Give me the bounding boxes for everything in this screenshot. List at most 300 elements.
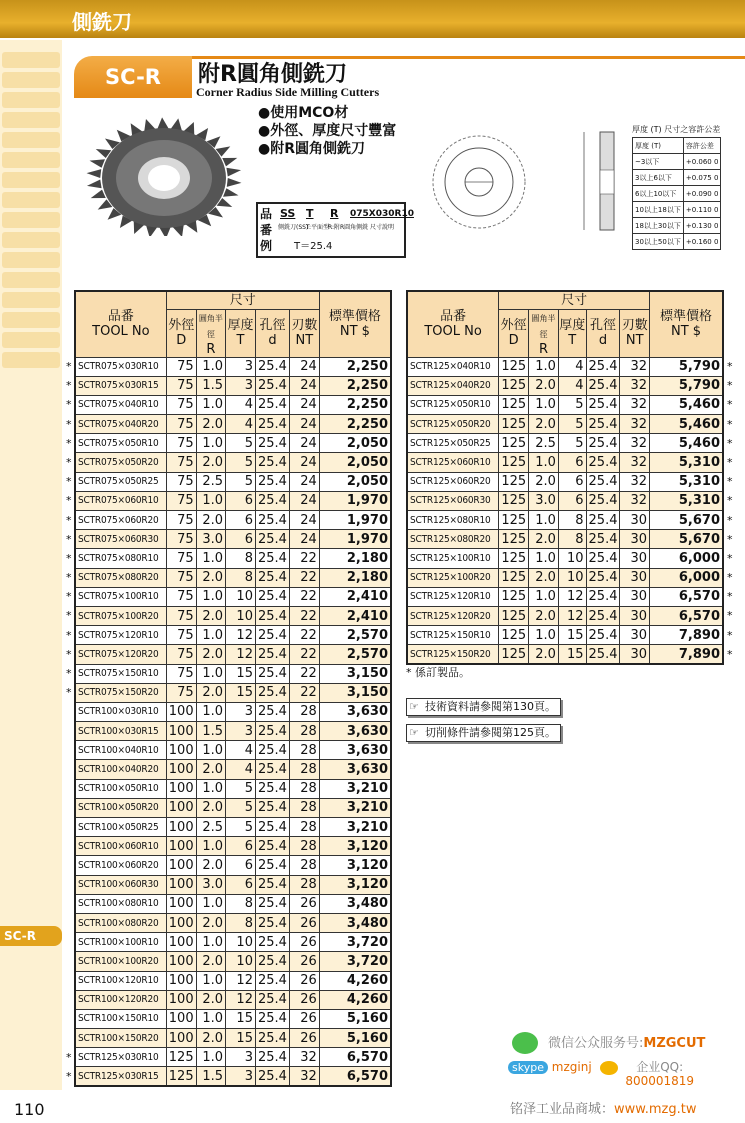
bore-cell: 25.4 (255, 856, 289, 875)
tool-no-cell: SCTR100×060R10 (75, 837, 166, 856)
radius-cell: 2.0 (529, 568, 559, 587)
feature-item: ●使用MCO材 (258, 105, 349, 121)
table-row (75, 549, 391, 568)
thickness-cell: 4 (226, 760, 256, 779)
teeth-cell: 28 (289, 798, 319, 817)
tool-no-cell: SCTR075×120R10 (75, 626, 166, 645)
table-row (75, 1029, 391, 1048)
d-outer-cell: 100 (166, 875, 196, 894)
table-row (75, 511, 391, 530)
tool-no-cell: SCTR075×050R20 (75, 453, 166, 472)
table-row (407, 472, 723, 491)
teeth-cell: 22 (289, 645, 319, 664)
teeth-cell: 28 (289, 741, 319, 760)
thickness-cell: 5 (226, 798, 256, 817)
bore-cell: 25.4 (255, 894, 289, 913)
radius-cell: 1.0 (196, 395, 225, 414)
tool-no-cell: SCTR075×050R25 (75, 472, 166, 491)
index-bar (2, 332, 60, 348)
table-row (75, 683, 391, 702)
bore-cell: 25.4 (255, 971, 289, 990)
d-outer-cell: 125 (499, 587, 529, 606)
index-bar (2, 272, 60, 288)
tool-no-cell: SCTR100×040R10 (75, 741, 166, 760)
radius-cell: 2.0 (529, 376, 559, 395)
d-outer-cell: 125 (499, 395, 529, 414)
teeth-cell: 28 (289, 722, 319, 741)
table-row (75, 434, 391, 453)
bore-cell: 25.4 (255, 434, 289, 453)
price-cell: 2,250 (319, 376, 391, 395)
bore-cell: 25.4 (255, 376, 289, 395)
table-row (407, 549, 723, 568)
skype-icon: skype (508, 1061, 548, 1074)
header-d: 孔徑 d (255, 309, 289, 357)
custom-order-star: * (66, 667, 72, 680)
table-row (75, 1048, 391, 1067)
teeth-cell: 24 (289, 357, 319, 376)
radius-cell: 3.0 (196, 875, 225, 894)
d-outer-cell: 75 (166, 549, 196, 568)
tool-no-cell: SCTR125×060R20 (407, 472, 499, 491)
table-row (75, 357, 391, 376)
price-cell: 7,890 (650, 645, 723, 664)
header-price: 標準價格 NT $ (319, 291, 391, 357)
teeth-cell: 24 (289, 376, 319, 395)
tool-no-cell: SCTR075×060R30 (75, 530, 166, 549)
radius-cell: 1.5 (196, 376, 225, 395)
bore-cell: 25.4 (255, 587, 289, 606)
table-row (407, 606, 723, 625)
header-NT: 刃數 NT (620, 309, 650, 357)
bore-cell: 25.4 (255, 511, 289, 530)
tool-no-cell: SCTR075×060R10 (75, 491, 166, 510)
bore-cell: 25.4 (255, 837, 289, 856)
teeth-cell: 30 (620, 606, 650, 625)
bore-cell: 25.4 (586, 357, 620, 376)
teeth-cell: 24 (289, 434, 319, 453)
teeth-cell: 24 (289, 415, 319, 434)
price-cell: 3,120 (319, 837, 391, 856)
table-row (407, 645, 723, 664)
teeth-cell: 30 (620, 587, 650, 606)
thickness-tolerance-table (632, 124, 721, 250)
table-row (75, 376, 391, 395)
bore-cell: 25.4 (586, 453, 620, 472)
tool-no-cell: SCTR075×030R10 (75, 357, 166, 376)
wechat-icon (512, 1032, 538, 1054)
price-cell: 3,630 (319, 760, 391, 779)
bore-cell: 25.4 (586, 472, 620, 491)
teeth-cell: 28 (289, 779, 319, 798)
page-number: 110 (14, 1100, 45, 1119)
d-outer-cell: 125 (499, 626, 529, 645)
d-outer-cell: 100 (166, 971, 196, 990)
index-bar (2, 252, 60, 268)
table-row (75, 664, 391, 683)
teeth-cell: 22 (289, 549, 319, 568)
custom-order-star: * (727, 455, 733, 469)
custom-order-star: * (727, 551, 733, 565)
d-outer-cell: 100 (166, 837, 196, 856)
index-bar (2, 312, 60, 328)
radius-cell: 2.5 (196, 818, 225, 837)
table-row (75, 606, 391, 625)
custom-order-star: * (727, 398, 733, 412)
teeth-cell: 26 (289, 1029, 319, 1048)
bore-cell: 25.4 (255, 1067, 289, 1086)
radius-cell: 1.0 (196, 971, 225, 990)
tool-no-cell: SCTR100×060R30 (75, 875, 166, 894)
table-row (75, 818, 391, 837)
radius-cell: 2.0 (196, 415, 225, 434)
bore-cell: 25.4 (255, 453, 289, 472)
header-tool-no: 品番 TOOL No (75, 291, 166, 357)
custom-order-star: * (66, 609, 72, 623)
thickness-cell: 3 (226, 376, 256, 395)
pn-t-note: T＝25.4 (294, 241, 333, 252)
teeth-cell: 22 (289, 626, 319, 645)
d-outer-cell: 75 (166, 376, 196, 395)
radius-cell: 2.5 (196, 472, 225, 491)
thickness-cell: 12 (226, 971, 256, 990)
tool-no-cell: SCTR100×040R20 (75, 760, 166, 779)
radius-cell: 1.0 (196, 894, 225, 913)
teeth-cell: 30 (620, 568, 650, 587)
table-row (75, 856, 391, 875)
teeth-cell: 24 (289, 453, 319, 472)
teeth-cell: 22 (289, 568, 319, 587)
teeth-cell: 32 (620, 491, 650, 510)
tool-no-cell: SCTR125×120R10 (407, 587, 499, 606)
d-outer-cell: 125 (499, 357, 529, 376)
header-T: 厚度 T (558, 309, 586, 357)
price-cell: 1,970 (319, 491, 391, 510)
index-bar (2, 232, 60, 248)
d-outer-cell: 100 (166, 702, 196, 721)
price-cell: 3,210 (319, 818, 391, 837)
header-d: 孔徑 d (586, 309, 620, 357)
thickness-cell: 10 (226, 952, 256, 971)
tool-no-cell: SCTR100×150R10 (75, 1009, 166, 1028)
thickness-cell: 4 (226, 415, 256, 434)
price-cell: 2,050 (319, 434, 391, 453)
teeth-cell: 24 (289, 511, 319, 530)
top-banner (0, 0, 745, 38)
d-outer-cell: 75 (166, 568, 196, 587)
teeth-cell: 28 (289, 760, 319, 779)
pn-code: 075X030R10 (350, 209, 414, 219)
thickness-cell: 12 (558, 587, 586, 606)
price-cell: 3,630 (319, 741, 391, 760)
teeth-cell: 30 (620, 626, 650, 645)
teeth-cell: 26 (289, 933, 319, 952)
bore-cell: 25.4 (255, 913, 289, 932)
custom-order-star: * (66, 571, 72, 585)
cutter-photo (74, 106, 244, 236)
thickness-cell: 15 (558, 626, 586, 645)
d-outer-cell: 100 (166, 722, 196, 741)
feature-list (258, 104, 396, 158)
tool-no-cell: SCTR125×040R10 (407, 357, 499, 376)
tool-no-cell: SCTR075×120R20 (75, 645, 166, 664)
teeth-cell: 32 (289, 1048, 319, 1067)
tool-no-cell: SCTR125×050R20 (407, 415, 499, 434)
radius-cell: 2.0 (529, 472, 559, 491)
pn-sub: 尺寸說明 (370, 224, 395, 231)
thickness-cell: 8 (558, 530, 586, 549)
bore-cell: 25.4 (586, 491, 620, 510)
bore-cell: 25.4 (586, 606, 620, 625)
cutting-conditions-reference[interactable]: ☞ 切削條件請參閱第125頁。 (406, 724, 561, 742)
bore-cell: 25.4 (255, 491, 289, 510)
watermark-wechat: 微信公众服务号:MZGCUT (548, 1036, 706, 1051)
thickness-cell: 5 (558, 434, 586, 453)
index-bar (2, 152, 60, 168)
price-cell: 5,160 (319, 1009, 391, 1028)
header-dimensions: 尺寸 (499, 291, 650, 309)
tool-no-cell: SCTR125×050R25 (407, 434, 499, 453)
teeth-cell: 28 (289, 702, 319, 721)
table-row (75, 453, 391, 472)
thickness-cell: 8 (226, 894, 256, 913)
price-cell: 2,250 (319, 357, 391, 376)
thickness-cell: 4 (558, 376, 586, 395)
pn-sub: 側銑刀(SS) (278, 224, 309, 231)
tool-no-cell: SCTR075×100R10 (75, 587, 166, 606)
pn-sub: T:平面型 (306, 224, 330, 231)
index-bar (2, 192, 60, 208)
radius-cell: 1.0 (529, 511, 559, 530)
radius-cell: 1.0 (196, 1048, 225, 1067)
bore-cell: 25.4 (255, 952, 289, 971)
tolerance-caption: 厚度 (T) 尺寸之容許公差 (632, 125, 721, 134)
thickness-cell: 8 (226, 549, 256, 568)
watermark-mall: 铭泽工业品商城：www.mzg.tw (510, 1102, 697, 1117)
custom-order-star: * (727, 436, 733, 450)
price-cell: 2,250 (319, 395, 391, 414)
table-row (407, 376, 723, 395)
header-D: 外徑 D (499, 309, 529, 357)
bore-cell: 25.4 (255, 741, 289, 760)
custom-order-star: * (66, 1069, 72, 1083)
price-cell: 5,460 (650, 434, 723, 453)
teeth-cell: 30 (620, 530, 650, 549)
teeth-cell: 26 (289, 913, 319, 932)
bore-cell: 25.4 (255, 549, 289, 568)
thickness-cell: 12 (226, 626, 256, 645)
watermark-contact: skype mzginj 企业QQ: 800001819 (508, 1060, 694, 1088)
custom-order-star: * (727, 532, 733, 546)
d-outer-cell: 100 (166, 741, 196, 760)
pn-sub: R:附R圓角側銑 (328, 224, 369, 231)
price-cell: 3,720 (319, 933, 391, 952)
side-tab[interactable]: SC-R (0, 926, 62, 946)
tech-data-reference[interactable]: ☞ 技術資料請參閱第130頁。 (406, 698, 561, 716)
radius-cell: 2.0 (196, 606, 225, 625)
bore-cell: 25.4 (255, 568, 289, 587)
tol-cell: +0.090 0 (683, 186, 721, 202)
bore-cell: 25.4 (586, 395, 620, 414)
part-number-label: 品番例 (260, 207, 273, 253)
price-cell: 1,970 (319, 511, 391, 530)
thickness-cell: 5 (558, 395, 586, 414)
table-row (407, 511, 723, 530)
table-row (75, 530, 391, 549)
radius-cell: 1.0 (529, 453, 559, 472)
d-outer-cell: 125 (499, 415, 529, 434)
price-cell: 6,570 (319, 1067, 391, 1086)
bore-cell: 25.4 (255, 702, 289, 721)
thickness-cell: 12 (558, 606, 586, 625)
radius-cell: 2.0 (196, 645, 225, 664)
teeth-cell: 22 (289, 587, 319, 606)
radius-cell: 1.0 (196, 1009, 225, 1028)
header-R: 圓角半徑 R (196, 309, 225, 357)
radius-cell: 2.0 (196, 952, 225, 971)
custom-order-star: * (66, 590, 72, 604)
tol-cell: +0.060 0 (683, 154, 721, 170)
tool-no-cell: SCTR125×060R30 (407, 491, 499, 510)
bore-cell: 25.4 (255, 357, 289, 376)
radius-cell: 1.0 (196, 434, 225, 453)
thickness-cell: 10 (558, 549, 586, 568)
price-cell: 2,570 (319, 645, 391, 664)
index-bar (2, 292, 60, 308)
d-outer-cell: 75 (166, 511, 196, 530)
bore-cell: 25.4 (255, 415, 289, 434)
thickness-cell: 5 (558, 415, 586, 434)
teeth-cell: 26 (289, 952, 319, 971)
thickness-cell: 6 (226, 491, 256, 510)
tool-no-cell: SCTR125×030R15 (75, 1067, 166, 1086)
custom-order-star: * (66, 1050, 72, 1064)
header-price: 標準價格 NT $ (650, 291, 723, 357)
tool-no-cell: SCTR125×060R10 (407, 453, 499, 472)
table-row (75, 913, 391, 932)
d-outer-cell: 100 (166, 779, 196, 798)
tool-no-cell: SCTR100×080R10 (75, 894, 166, 913)
d-outer-cell: 100 (166, 990, 196, 1009)
thickness-cell: 6 (226, 511, 256, 530)
d-outer-cell: 100 (166, 1009, 196, 1028)
table-row (75, 779, 391, 798)
table-row (75, 395, 391, 414)
d-outer-cell: 125 (499, 472, 529, 491)
bore-cell: 25.4 (255, 722, 289, 741)
tool-no-cell: SCTR100×030R10 (75, 702, 166, 721)
teeth-cell: 30 (620, 511, 650, 530)
tool-no-cell: SCTR075×150R20 (75, 683, 166, 702)
tool-no-cell: SCTR100×150R20 (75, 1029, 166, 1048)
custom-order-note: * 係訂製品。 (406, 666, 470, 679)
tol-cell: +0.130 0 (683, 218, 721, 234)
bore-cell: 25.4 (586, 626, 620, 645)
thickness-cell: 15 (558, 645, 586, 664)
bore-cell: 25.4 (255, 798, 289, 817)
radius-cell: 2.0 (196, 1029, 225, 1048)
thickness-cell: 15 (226, 683, 256, 702)
d-outer-cell: 75 (166, 472, 196, 491)
custom-order-star: * (66, 647, 72, 661)
price-cell: 3,720 (319, 952, 391, 971)
price-table-right (406, 290, 724, 665)
table-row (75, 568, 391, 587)
teeth-cell: 26 (289, 971, 319, 990)
d-outer-cell: 125 (499, 549, 529, 568)
d-outer-cell: 100 (166, 952, 196, 971)
thickness-cell: 5 (226, 434, 256, 453)
tool-no-cell: SCTR075×040R10 (75, 395, 166, 414)
thickness-cell: 15 (226, 664, 256, 683)
thickness-cell: 6 (226, 530, 256, 549)
thickness-cell: 10 (226, 933, 256, 952)
table-row (75, 722, 391, 741)
custom-order-star: * (727, 513, 733, 527)
bore-cell: 25.4 (255, 472, 289, 491)
d-outer-cell: 125 (499, 530, 529, 549)
radius-cell: 2.0 (529, 606, 559, 625)
bore-cell: 25.4 (255, 626, 289, 645)
tol-cell: +0.160 0 (683, 234, 721, 250)
teeth-cell: 26 (289, 990, 319, 1009)
custom-order-star: * (66, 494, 72, 508)
table-row (75, 952, 391, 971)
tool-no-cell: SCTR125×040R20 (407, 376, 499, 395)
tol-header: 厚度 (T) (633, 138, 684, 154)
d-outer-cell: 100 (166, 1029, 196, 1048)
table-row (75, 760, 391, 779)
teeth-cell: 30 (620, 549, 650, 568)
thickness-cell: 3 (226, 702, 256, 721)
custom-order-star: * (727, 475, 733, 489)
bore-cell: 25.4 (586, 549, 620, 568)
tool-no-cell: SCTR100×060R20 (75, 856, 166, 875)
price-cell: 3,480 (319, 894, 391, 913)
d-outer-cell: 75 (166, 357, 196, 376)
table-row (75, 798, 391, 817)
table-row (407, 434, 723, 453)
tol-cell: 30以上50以下 (633, 234, 684, 250)
thickness-cell: 4 (558, 357, 586, 376)
price-cell: 7,890 (650, 626, 723, 645)
thickness-cell: 6 (226, 856, 256, 875)
teeth-cell: 32 (620, 376, 650, 395)
tool-no-cell: SCTR075×100R20 (75, 606, 166, 625)
thickness-cell: 3 (226, 722, 256, 741)
pointing-hand-icon: ☞ (409, 700, 419, 713)
bore-cell: 25.4 (586, 415, 620, 434)
tool-no-cell: SCTR125×050R10 (407, 395, 499, 414)
tool-no-cell: SCTR100×050R10 (75, 779, 166, 798)
custom-order-star: * (727, 647, 733, 661)
bore-cell: 25.4 (586, 511, 620, 530)
table-row (407, 395, 723, 414)
teeth-cell: 32 (620, 415, 650, 434)
table-row (75, 491, 391, 510)
radius-cell: 1.0 (529, 587, 559, 606)
d-outer-cell: 75 (166, 645, 196, 664)
tool-no-cell: SCTR075×060R20 (75, 511, 166, 530)
pn-code: R (330, 207, 339, 220)
cutter-diagram (424, 130, 624, 240)
thickness-cell: 8 (226, 568, 256, 587)
thickness-cell: 5 (226, 453, 256, 472)
price-cell: 2,180 (319, 549, 391, 568)
custom-order-star: * (727, 379, 733, 393)
price-cell: 3,120 (319, 875, 391, 894)
teeth-cell: 28 (289, 875, 319, 894)
